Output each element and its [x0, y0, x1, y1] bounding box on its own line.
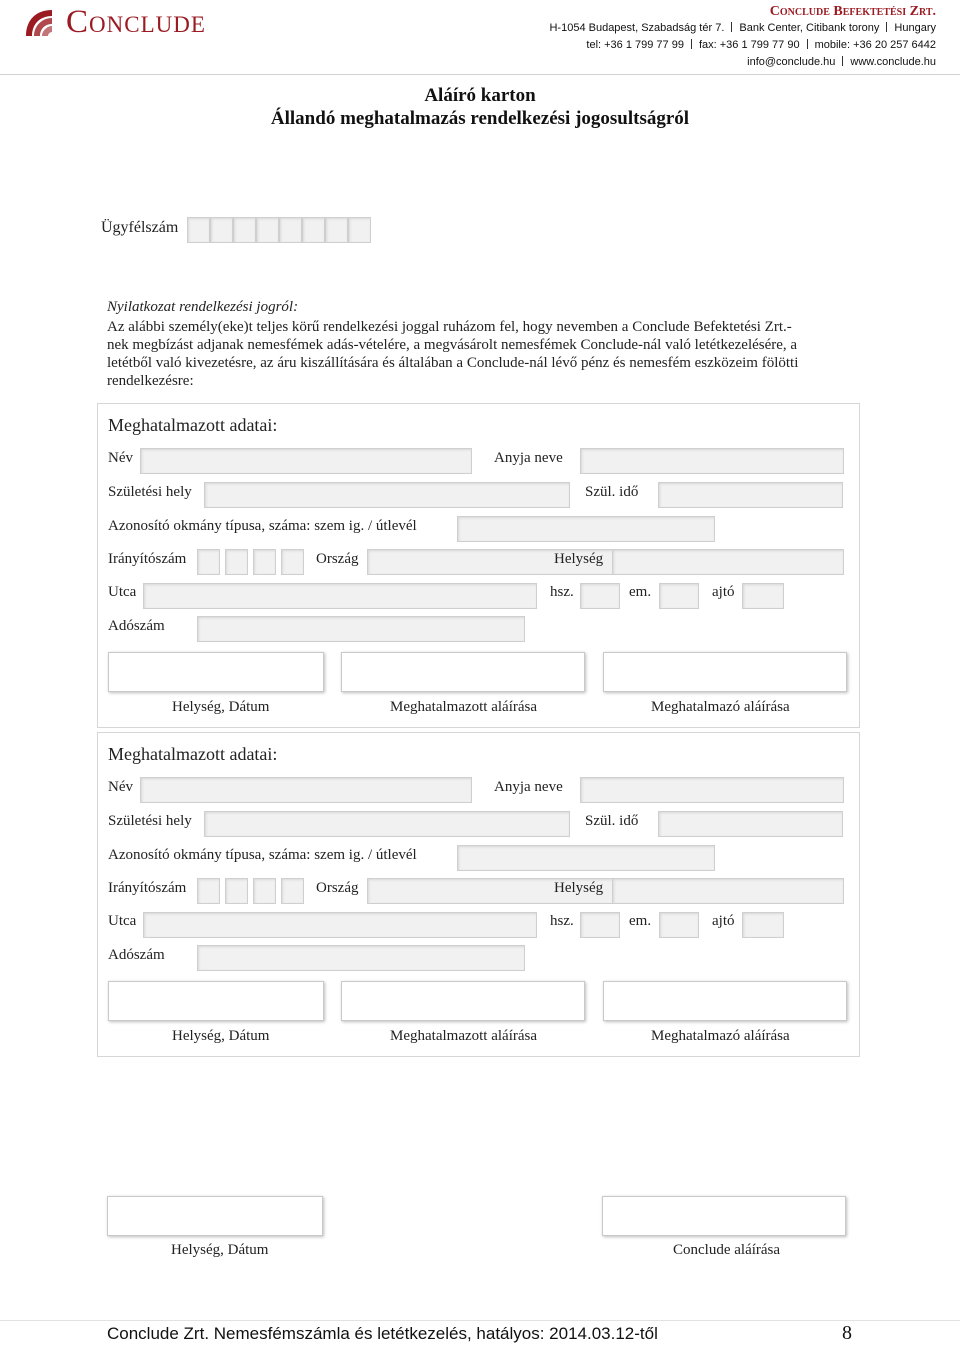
place-date-caption: Helység, Dátum: [172, 1028, 270, 1044]
client-number-digit[interactable]: [325, 217, 348, 243]
id-document-input[interactable]: [457, 845, 715, 871]
birthdate-label: Szül. idő: [585, 813, 639, 829]
zip-digit[interactable]: [281, 549, 304, 575]
door-input[interactable]: [742, 583, 784, 609]
mother-name-label: Anyja neve: [494, 779, 563, 795]
document-subtitle: Állandó meghatalmazás rendelkezési jogosultságról: [270, 108, 690, 129]
client-number-label: Ügyfélszám: [101, 219, 179, 236]
authorized-signature-caption: Meghatalmazott aláírása: [390, 1028, 538, 1044]
client-number-digit[interactable]: [233, 217, 256, 243]
client-number-digit[interactable]: [210, 217, 233, 243]
principal-signature-box[interactable]: [603, 981, 847, 1021]
client-number-digit[interactable]: [302, 217, 325, 243]
city-label: Helység: [554, 880, 604, 896]
birthplace-input[interactable]: [204, 811, 570, 837]
name-label: Név: [108, 779, 133, 795]
zip-digit[interactable]: [253, 549, 276, 575]
name-input[interactable]: [140, 448, 472, 474]
birthdate-label: Szül. idő: [585, 484, 639, 500]
tax-number-label: Adószám: [108, 618, 165, 634]
zip-digit[interactable]: [225, 549, 248, 575]
city-input[interactable]: [612, 878, 844, 904]
conclude-signature-caption: Conclude aláírása: [673, 1242, 781, 1258]
zip-digit[interactable]: [253, 878, 276, 904]
header-divider: [0, 74, 960, 75]
street-label: Utca: [108, 584, 137, 600]
street-label: Utca: [108, 913, 137, 929]
mother-name-label: Anyja neve: [494, 450, 563, 466]
declaration-heading: Nyilatkozat rendelkezési jogról:: [107, 299, 299, 315]
city-input[interactable]: [612, 549, 844, 575]
floor-label: em.: [629, 913, 652, 929]
authorized-signature-box[interactable]: [341, 652, 585, 692]
client-number-digit[interactable]: [348, 217, 371, 243]
zip-digit[interactable]: [197, 549, 220, 575]
client-number-digit[interactable]: [279, 217, 302, 243]
tax-number-input[interactable]: [197, 945, 525, 971]
name-input[interactable]: [140, 777, 472, 803]
tax-number-input[interactable]: [197, 616, 525, 642]
mother-name-input[interactable]: [580, 448, 844, 474]
birthdate-input[interactable]: [658, 811, 843, 837]
authorized-signature-caption: Meghatalmazott aláírása: [390, 699, 538, 715]
birthdate-input[interactable]: [658, 482, 843, 508]
conclude-logo-icon: [22, 6, 56, 40]
floor-input[interactable]: [659, 912, 699, 938]
door-label: ajtó: [712, 584, 735, 600]
email-link[interactable]: info@conclude.hu: [747, 56, 836, 68]
authorized-person-section-2: [97, 732, 860, 1057]
website-link[interactable]: www.conclude.hu: [850, 56, 936, 68]
declaration-line: rendelkezésre:: [107, 373, 194, 389]
authorized-signature-box[interactable]: [341, 981, 585, 1021]
birthplace-label: Születési hely: [108, 484, 192, 500]
house-number-input[interactable]: [580, 583, 620, 609]
final-place-date-signature-box[interactable]: [107, 1196, 323, 1236]
principal-signature-caption: Meghatalmazó aláírása: [651, 699, 790, 715]
zip-label: Irányítószám: [108, 551, 187, 567]
logo-text: Conclude: [66, 4, 206, 40]
id-document-label: Azonosító okmány típusa, száma: szem ig. / útlevél: [108, 847, 417, 863]
zip-digit[interactable]: [197, 878, 220, 904]
declaration-line: letétből való kivezetésre, az áru kiszállítására és általában a Conclude-nál lévő pénz és nemesfém eszközeim fölötti: [107, 355, 799, 371]
place-date-signature-box[interactable]: [108, 981, 324, 1021]
place-date-caption: Helység, Dátum: [172, 699, 270, 715]
tax-number-label: Adószám: [108, 947, 165, 963]
address-line: H-1054 Budapest, Szabadság tér 7. Bank Center, Citibank torony Hungary: [549, 22, 936, 34]
birthplace-input[interactable]: [204, 482, 570, 508]
door-label: ajtó: [712, 913, 735, 929]
final-place-date-caption: Helység, Dátum: [171, 1242, 269, 1258]
house-number-input[interactable]: [580, 912, 620, 938]
page-number: 8: [842, 1322, 852, 1344]
floor-input[interactable]: [659, 583, 699, 609]
conclude-signature-box[interactable]: [602, 1196, 846, 1236]
declaration-line: nek megbízást adjanak nemesfémek adás-vételére, a megvásárolt nemesfémek Conclude-nál való letétkezelésére, a: [107, 337, 798, 353]
house-number-label: hsz.: [550, 584, 574, 600]
country-label: Ország: [316, 880, 359, 896]
footer-divider: [0, 1320, 960, 1321]
door-input[interactable]: [742, 912, 784, 938]
authorized-person-section-1: [97, 403, 860, 728]
principal-signature-caption: Meghatalmazó aláírása: [651, 1028, 790, 1044]
footer-text: Conclude Zrt. Nemesfémszámla és letétkezelés, hatályos: 2014.03.12-től: [107, 1324, 658, 1343]
section-heading: Meghatalmazott adatai:: [108, 744, 278, 764]
section-heading: Meghatalmazott adatai:: [108, 415, 278, 435]
zip-digit[interactable]: [281, 878, 304, 904]
zip-label: Irányítószám: [108, 880, 187, 896]
client-number-digit[interactable]: [187, 217, 210, 243]
floor-label: em.: [629, 584, 652, 600]
id-document-input[interactable]: [457, 516, 715, 542]
city-label: Helység: [554, 551, 604, 567]
company-name: Conclude Befektetési Zrt.: [769, 4, 936, 19]
mother-name-input[interactable]: [580, 777, 844, 803]
street-input[interactable]: [143, 583, 537, 609]
place-date-signature-box[interactable]: [108, 652, 324, 692]
street-input[interactable]: [143, 912, 537, 938]
country-label: Ország: [316, 551, 359, 567]
principal-signature-box[interactable]: [603, 652, 847, 692]
document-title: Aláíró karton: [424, 85, 536, 106]
id-document-label: Azonosító okmány típusa, száma: szem ig. / útlevél: [108, 518, 417, 534]
web-line: [747, 56, 936, 68]
declaration-line: Az alábbi személy(eke)t teljes körű rendelkezési joggal ruházom fel, hogy nevemben a Conclude Befektetési Zrt.-: [107, 319, 792, 335]
house-number-label: hsz.: [550, 913, 574, 929]
zip-digit[interactable]: [225, 878, 248, 904]
client-number-digit[interactable]: [256, 217, 279, 243]
phone-line: tel: +36 1 799 77 99 fax: +36 1 799 77 90 mobile: +36 20 257 6442: [586, 39, 936, 51]
name-label: Név: [108, 450, 133, 466]
birthplace-label: Születési hely: [108, 813, 192, 829]
